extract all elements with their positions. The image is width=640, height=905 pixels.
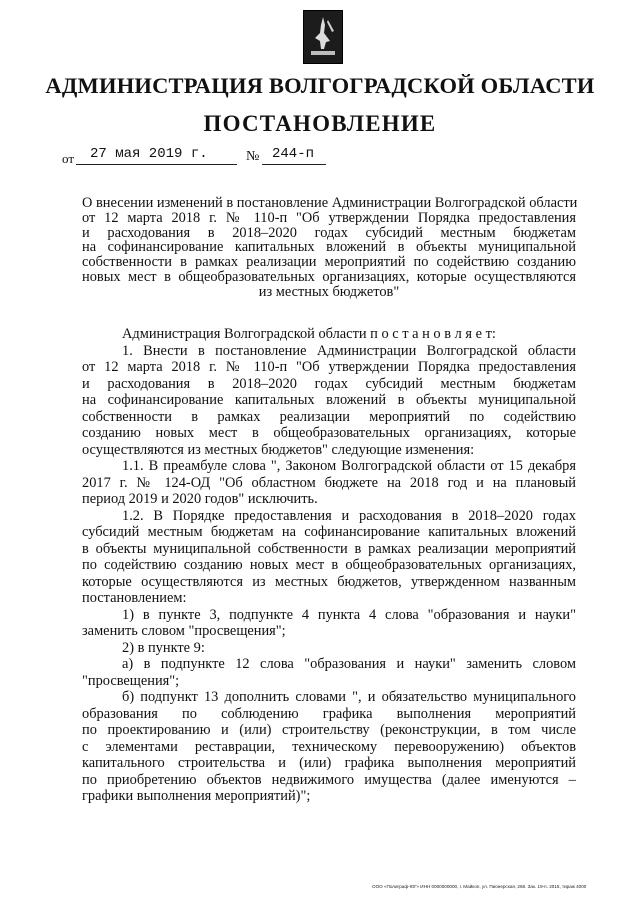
document-date: 27 мая 2019 г. bbox=[90, 146, 208, 162]
number-underline bbox=[262, 164, 326, 165]
body-line: в объекты муниципальной собственности в рамках реализации мероприятий bbox=[82, 540, 576, 557]
body-line: 1. Внести в постановление Администрации Волгоградской области bbox=[122, 342, 576, 359]
body-line: которые осуществляются из местных бюджетов, утвержденном названным bbox=[82, 573, 576, 590]
body-line: по проектированию и (или) строительству (реконструкции, в том числе bbox=[82, 722, 576, 738]
body-line: собственности в рамках реализации мероприятий по содействию bbox=[82, 408, 576, 425]
document-body bbox=[82, 326, 576, 805]
date-prefix: от bbox=[62, 151, 75, 166]
organization-title: АДМИНИСТРАЦИЯ ВОЛГОГРАДСКОЙ ОБЛАСТИ bbox=[45, 73, 595, 98]
document-type-title: ПОСТАНОВЛЕНИЕ bbox=[203, 111, 437, 136]
body-line: образования по соблюдению графика выполнения мероприятий bbox=[82, 705, 576, 722]
body-line: капитального строительства и (или) графика выполнения мероприятий bbox=[82, 755, 576, 771]
body-line: 2) в пункте 9: bbox=[122, 639, 205, 656]
body-line: по приобретению объектов недвижимого имущества (далее именуются – bbox=[82, 771, 576, 788]
body-line: 1) в пункте 3, подпункте 4 пункта 4 слова "образования и науки" bbox=[122, 606, 576, 623]
body-line: заменить словом "просвещения"; bbox=[82, 623, 286, 639]
date-underline bbox=[76, 164, 237, 165]
body-line: "просвещения"; bbox=[82, 672, 180, 689]
body-line: с элементами реставрации, техническому перевооружению) объектов bbox=[82, 738, 576, 755]
body-line: осуществляются из местных бюджетов" следующие изменения: bbox=[82, 441, 475, 458]
body-line: постановлением: bbox=[82, 590, 187, 606]
body-line: созданию новых мест в общеобразовательных организациях, которые bbox=[82, 425, 576, 441]
document-subject bbox=[82, 196, 576, 300]
body-line: на софинансирование капитальных вложений в объекты муниципальной bbox=[82, 392, 576, 408]
body-line: от 12 марта 2018 г. № 110-п "Об утверждении Порядка предоставления bbox=[82, 359, 576, 375]
subject-line: на софинансирование капитальных вложений в объекты муниципальной bbox=[82, 239, 576, 256]
body-line: по содействию созданию новых мест в общеобразовательных организациях, bbox=[82, 557, 576, 573]
body-line: Администрация Волгоградской области п о с т а н о в л я е т: bbox=[122, 326, 496, 342]
subject-line: и расходования в 2018–2020 годах субсидий местным бюджетам bbox=[82, 224, 576, 241]
subject-line: новых мест в общеобразовательных организациях, которые осуществляются bbox=[82, 268, 576, 285]
body-line: 1.2. В Порядке предоставления и расходования в 2018–2020 годах bbox=[122, 507, 576, 524]
emblem-icon bbox=[304, 11, 342, 63]
body-line: графики выполнения мероприятий)"; bbox=[82, 788, 311, 804]
printer-imprint: ООО «Полиграф-ЮГ» ИНН 0000000000, г. Майкоп, ул. Пионерская, 268. Зак. 19-п. 2015, тираж 4000 bbox=[372, 884, 587, 889]
subject-line: О внесении изменений в постановление Администрации Волгоградской области bbox=[82, 195, 578, 211]
subject-line: собственности в рамках реализации мероприятий по содействию созданию bbox=[82, 254, 576, 271]
coat-of-arms-emblem bbox=[303, 10, 343, 64]
body-line: б) подпункт 13 дополнить словами ", и обязательство муниципального bbox=[122, 689, 576, 705]
body-line: а) в подпункте 12 слова "образования и науки" заменить словом bbox=[122, 656, 576, 672]
subject-line: из местных бюджетов" bbox=[258, 283, 400, 300]
body-line: 1.1. В преамбуле слова ", Законом Волгоградской области от 15 декабря bbox=[122, 458, 576, 474]
subject-line: от 12 марта 2018 г. № 110-п "Об утверждении Порядка предоставления bbox=[82, 209, 576, 226]
document-number: 244-п bbox=[272, 146, 315, 162]
body-line: субсидий местным бюджетам на софинансирование капитальных вложений bbox=[82, 524, 576, 540]
date-number-line bbox=[0, 146, 640, 170]
body-line: 2017 г. № 124-ОД "Об областном бюджете на 2018 год и на плановый bbox=[82, 474, 576, 491]
body-line: период 2019 и 2020 годов" исключить. bbox=[82, 491, 318, 507]
body-line: и расходования в 2018–2020 годах субсидий местным бюджетам bbox=[82, 375, 576, 392]
number-prefix: № bbox=[246, 149, 260, 164]
